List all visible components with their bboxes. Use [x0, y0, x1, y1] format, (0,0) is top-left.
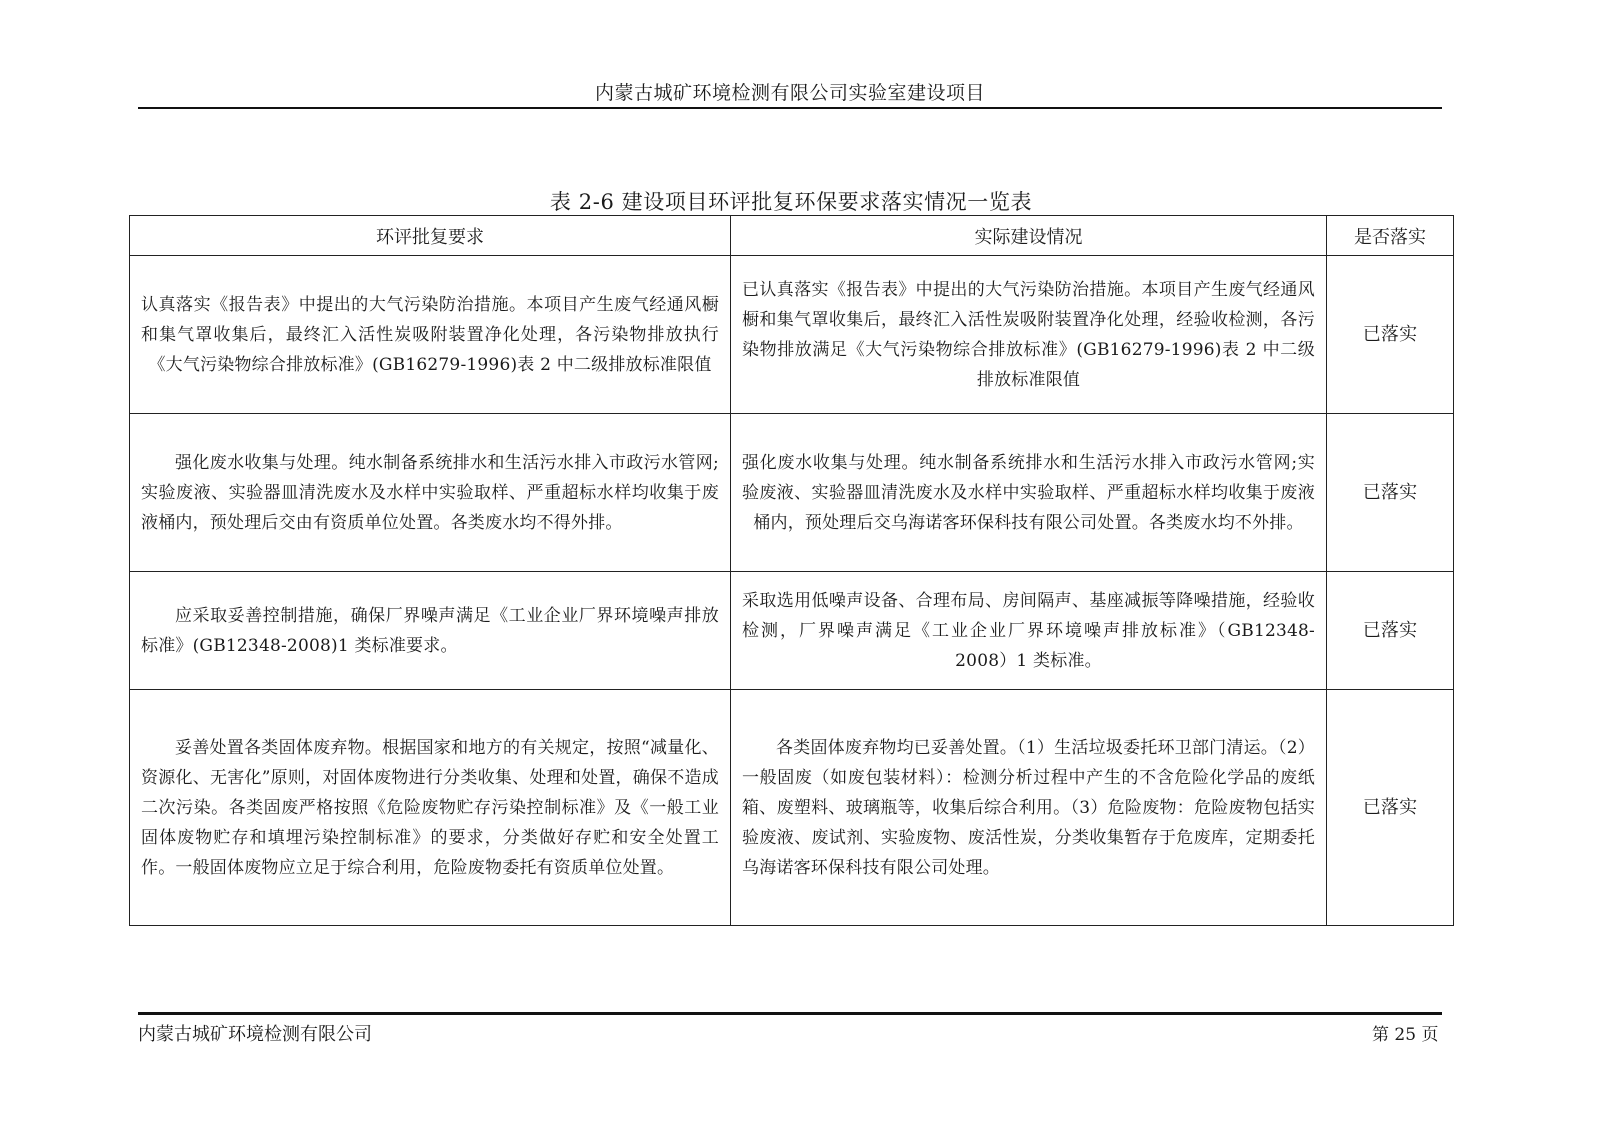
column-header-actual: 实际建设情况: [731, 216, 1327, 256]
page-header-title: 内蒙古城矿环境检测有限公司实验室建设项目: [594, 82, 985, 104]
table-row: [130, 690, 1454, 926]
header-divider: [138, 107, 1442, 109]
requirement-cell: 强化废水收集与处理。纯水制备系统排水和生活污水排入市政污水管网;实验废液、实验器皿清洗废水及水样中实验取样、严重超标水样均收集于废液桶内，预处理后交由有资质单位处置。各类废水均不得外排。: [130, 414, 731, 572]
requirements-table: [129, 215, 1454, 926]
actual-cell: 已认真落实《报告表》中提出的大气污染防治措施。本项目产生废气经通风橱和集气罩收集后，最终汇入活性炭吸附装置净化处理，经验收检测，各污染物排放满足《大气污染物综合排放标准》(GB16279-1996)表 2 中二级排放标准限值: [731, 256, 1327, 414]
footer-divider: [138, 1012, 1442, 1015]
page-number: 第 25 页: [1372, 1025, 1439, 1045]
table-row: [130, 414, 1454, 572]
actual-cell: 采取选用低噪声设备、合理布局、房间隔声、基座减振等降噪措施，经验收检测，厂界噪声满足《工业企业厂界环境噪声排放标准》（GB12348-2008）1 类标准。: [731, 572, 1327, 690]
actual-cell: 各类固体废弃物均已妥善处置。（1）生活垃圾委托环卫部门清运。（2）一般固废（如废包装材料）：检测分析过程中产生的不含危险化学品的废纸箱、废塑料、玻璃瓶等，收集后综合利用。（3）危险废物：危险废物包括实验废液、废试剂、实验废物、废活性炭，分类收集暂存于危废库，定期委托乌海诺客环保科技有限公司处理。: [731, 690, 1327, 926]
status-cell: 已落实: [1327, 572, 1454, 690]
column-header-status: 是否落实: [1327, 216, 1454, 256]
footer-company-name: 内蒙古城矿环境检测有限公司: [138, 1024, 372, 1045]
status-cell: 已落实: [1327, 414, 1454, 572]
table-caption: 表 2-6 建设项目环评批复环保要求落实情况一览表: [549, 190, 1033, 214]
requirement-cell: 应采取妥善控制措施，确保厂界噪声满足《工业企业厂界环境噪声排放标准》(GB12348-2008)1 类标准要求。: [130, 572, 731, 690]
status-cell: 已落实: [1327, 690, 1454, 926]
actual-cell: 强化废水收集与处理。纯水制备系统排水和生活污水排入市政污水管网;实验废液、实验器皿清洗废水及水样中实验取样、严重超标水样均收集于废液桶内，预处理后交乌海诺客环保科技有限公司处置。各类废水均不外排。: [731, 414, 1327, 572]
table-row: [130, 572, 1454, 690]
requirement-cell: 认真落实《报告表》中提出的大气污染防治措施。本项目产生废气经通风橱和集气罩收集后，最终汇入活性炭吸附装置净化处理，各污染物排放执行《大气污染物综合排放标准》(GB16279-1996)表 2 中二级排放标准限值: [130, 256, 731, 414]
table-row: [130, 256, 1454, 414]
column-header-requirement: 环评批复要求: [130, 216, 731, 256]
requirement-cell: 妥善处置各类固体废弃物。根据国家和地方的有关规定，按照“减量化、资源化、无害化”原则，对固体废物进行分类收集、处理和处置，确保不造成二次污染。各类固废严格按照《危险废物贮存污染控制标准》及《一般工业固体废物贮存和填埋污染控制标准》的要求，分类做好存贮和安全处置工作。一般固体废物应立足于综合利用，危险废物委托有资质单位处置。: [130, 690, 731, 926]
table-header-row: [130, 216, 1454, 256]
status-cell: 已落实: [1327, 256, 1454, 414]
